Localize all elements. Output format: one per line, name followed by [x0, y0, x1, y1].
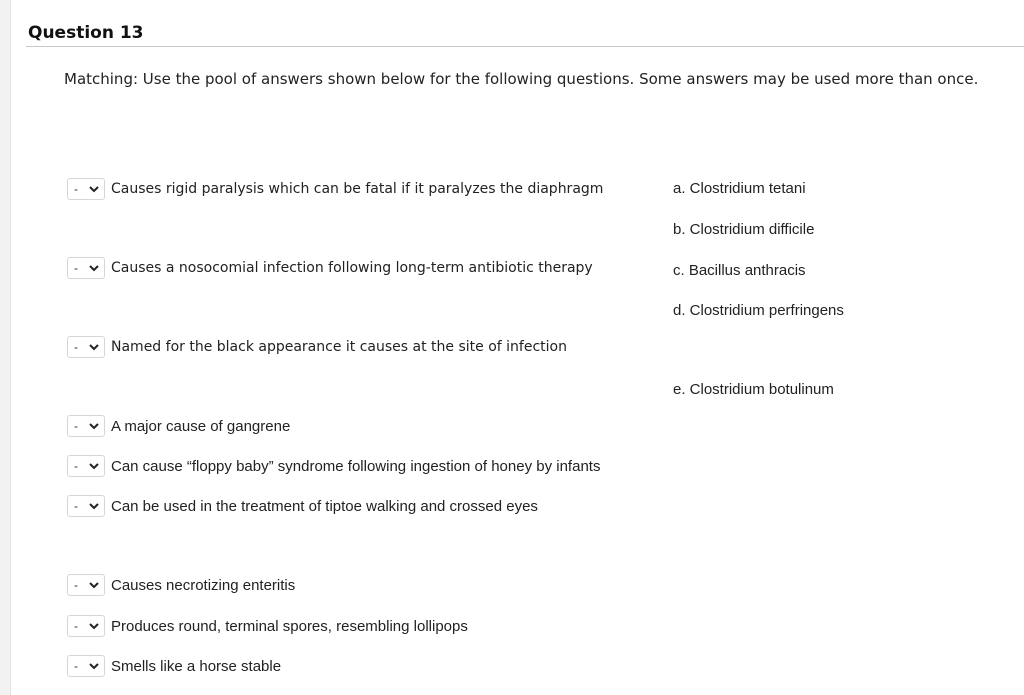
- select-value: -: [74, 182, 78, 196]
- select-value: -: [74, 419, 78, 433]
- answer-select-8[interactable]: [67, 615, 105, 637]
- match-prompt-8: Produces round, terminal spores, resembling lollipops: [111, 617, 468, 635]
- answer-option-e: e. Clostridium botulinum: [673, 381, 834, 398]
- answer-option-d: d. Clostridium perfringens: [673, 302, 844, 319]
- match-row-1: [67, 177, 603, 201]
- answer-select-9[interactable]: [67, 655, 105, 677]
- match-prompt-1: Causes rigid paralysis which can be fatal if it paralyzes the diaphragm: [111, 181, 604, 197]
- match-prompt-6: Can be used in the treatment of tiptoe walking and crossed eyes: [111, 497, 538, 515]
- match-row-5: [67, 454, 600, 478]
- question-instructions: Matching: Use the pool of answers shown below for the following questions. Some answers may be used more than once.: [64, 70, 979, 88]
- chevron-down-icon: [88, 660, 100, 672]
- answer-select-6[interactable]: [67, 495, 105, 517]
- select-value: -: [74, 499, 78, 513]
- match-row-6: [67, 494, 538, 518]
- answer-select-5[interactable]: [67, 455, 105, 477]
- match-prompt-2: Causes a nosocomial infection following long-term antibiotic therapy: [111, 260, 593, 276]
- chevron-down-icon: [88, 420, 100, 432]
- answer-select-3[interactable]: [67, 336, 105, 358]
- match-prompt-4: A major cause of gangrene: [111, 417, 291, 435]
- match-prompt-5: Can cause “floppy baby” syndrome following ingestion of honey by infants: [111, 457, 601, 475]
- answer-select-2[interactable]: [67, 257, 105, 279]
- header-divider: [26, 46, 1024, 47]
- answer-select-1[interactable]: [67, 178, 105, 200]
- chevron-down-icon: [88, 500, 100, 512]
- left-margin-strip: [0, 0, 11, 695]
- chevron-down-icon: [88, 341, 100, 353]
- match-row-7: [67, 573, 295, 597]
- question-title: Question 13: [28, 23, 144, 43]
- chevron-down-icon: [88, 183, 100, 195]
- select-value: -: [74, 340, 78, 354]
- chevron-down-icon: [88, 262, 100, 274]
- match-row-2: [67, 256, 593, 280]
- answer-select-7[interactable]: [67, 574, 105, 596]
- select-value: -: [74, 261, 78, 275]
- chevron-down-icon: [88, 579, 100, 591]
- answer-option-c: c. Bacillus anthracis: [673, 262, 806, 279]
- answer-option-b: b. Clostridium difficile: [673, 221, 815, 238]
- answer-select-4[interactable]: [67, 415, 105, 437]
- select-value: -: [74, 459, 78, 473]
- match-prompt-9: Smells like a horse stable: [111, 657, 282, 675]
- select-value: -: [74, 619, 78, 633]
- match-row-4: [67, 414, 290, 438]
- chevron-down-icon: [88, 620, 100, 632]
- match-prompt-3: Named for the black appearance it causes at the site of infection: [111, 339, 567, 355]
- match-row-3: [67, 335, 567, 359]
- answer-option-a: a. Clostridium tetani: [673, 180, 806, 197]
- select-value: -: [74, 659, 78, 673]
- match-row-8: [67, 614, 468, 638]
- match-row-9: [67, 654, 281, 678]
- select-value: -: [74, 578, 78, 592]
- chevron-down-icon: [88, 460, 100, 472]
- match-prompt-7: Causes necrotizing enteritis: [111, 576, 296, 594]
